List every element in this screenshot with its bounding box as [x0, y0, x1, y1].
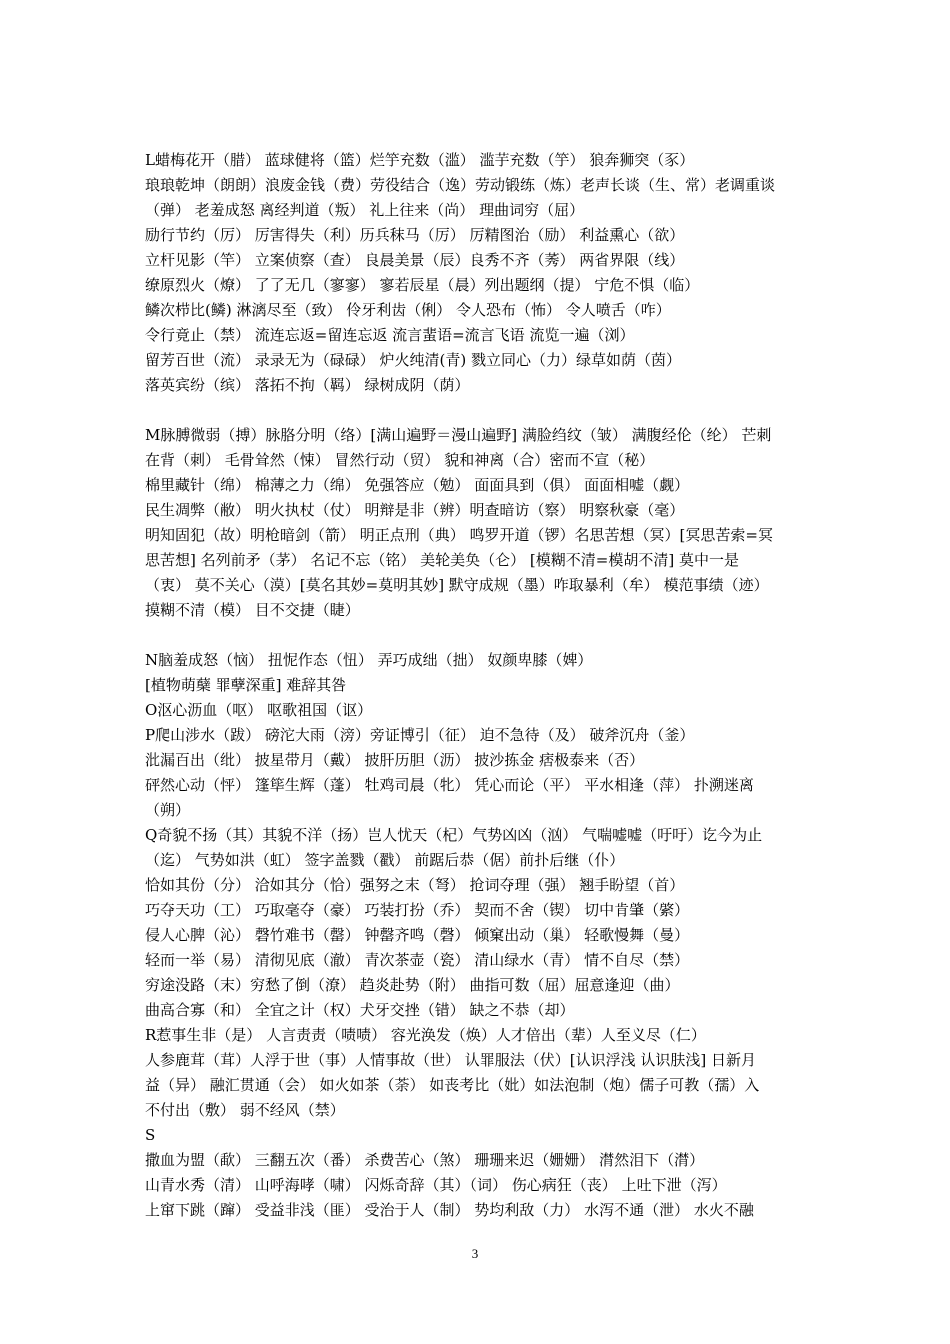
- text-line: 砰然心动（怦） 篷筚生辉（蓬） 牡鸡司晨（牝） 凭心而论（平） 平水相逢（萍） 扑溯迷离: [145, 776, 754, 794]
- text-line: R惹事生非（是） 人言责责（啧啧） 容光涣发（焕）人才倍出（辈）人至义尽（仁）: [145, 1026, 706, 1044]
- text-line: 穷途没路（末）穷愁了倒（潦） 趋炎赴势（附） 曲指可数（屈）屈意逢迎（曲）: [145, 976, 680, 994]
- text-line: 摸糊不清（模） 目不交捷（睫）: [145, 601, 360, 619]
- text-line: 思苦想] 名列前矛（茅） 名记不忘（铭） 美轮美奂（仑） [模糊不清=模胡不清] 莫中一是: [145, 551, 739, 569]
- text-line: 棉里藏针（绵） 棉薄之力（绵） 免强答应（勉） 面面具到（俱） 面面相嘘（觑）: [145, 476, 690, 494]
- text-line: 山青水秀（清） 山呼海哮（啸） 闪烁奇辞（其）（词） 伤心病狂（丧） 上吐下泄（泻）: [145, 1176, 727, 1194]
- text-line: 落英宾纷（缤） 落拓不拘（羁） 绿树成阴（荫）: [145, 376, 470, 394]
- text-line: 明知固犯（故）明枪暗剑（箭） 明正点刑（典） 鸣罗开道（锣）名思苦想（冥）[冥思苦索=冥: [145, 526, 773, 544]
- text-line: （朔）: [145, 801, 191, 819]
- document-body: [145, 148, 813, 1223]
- text-line: 立杆见影（竿） 立案侦察（查） 良晨美景（辰）良秀不齐（莠） 两省界限（线）: [145, 251, 685, 269]
- text-line: S: [145, 1126, 156, 1144]
- text-line: （迄） 气势如洪（虹） 签字盖戮（戳） 前踞后恭（倨）前扑后继（仆）: [145, 851, 625, 869]
- text-line: O沤心沥血（呕） 呕歌祖国（讴）: [145, 701, 373, 719]
- text-line: 恰如其份（分） 洽如其分（恰）强努之末（弩） 抢词夺理（强） 翘手盼望（首）: [145, 876, 685, 894]
- text-line: P爬山涉水（跋） 磅沱大雨（滂）旁证博引（征） 迫不急待（及） 破斧沉舟（釜）: [145, 726, 695, 744]
- text-line: 撒血为盟（歃） 三翻五次（番） 杀费苦心（煞） 珊珊来迟（姗姗） 潸然泪下（潸）: [145, 1151, 705, 1169]
- text-line: M脉膊微弱（搏）脉胳分明（络）[满山遍野＝漫山遍野] 满脸绉纹（皱） 满腹经伦（纶） 芒刺: [145, 426, 772, 444]
- text-line: 巧夺天功（工） 巧取毫夺（豪） 巧装打扮（乔） 契而不舍（锲） 切中肯肇（綮）: [145, 901, 690, 919]
- text-line: 不付出（敷） 弱不经风（禁）: [145, 1101, 345, 1119]
- text-line: 励行节约（厉） 厉害得失（利）历兵秣马（厉） 厉精图治（励） 利益熏心（欲）: [145, 226, 685, 244]
- text-line: 人参鹿茸（茸）人浮于世（事）人情事故（世） 认罪服法（伏）[认识浮浅 认识肤浅] 日新月: [145, 1051, 757, 1069]
- text-line: N脑羞成怒（恼） 扭怩作态（忸） 弄巧成绌（拙） 奴颜卑膝（婢）: [145, 651, 593, 669]
- text-line: 缭原烈火（燎） 了了无几（寥寥） 寥若辰星（晨）列出题纲（提） 宁危不惧（临）: [145, 276, 700, 294]
- text-line: 轻而一举（易） 清彻见底（澈） 青次茶壶（瓷） 清山绿水（青） 情不自尽（禁）: [145, 951, 690, 969]
- text-line: 琅琅乾坤（朗朗）浪废金钱（费）劳役结合（逸）劳动锻练（炼）老声长谈（生、常）老调重谈: [145, 176, 776, 194]
- text-line: L蜡梅花开（腊） 蓝球健将（篮）烂竽充数（滥） 滥芋充数（竽） 狼奔狮突（豕）: [145, 151, 695, 169]
- text-line: 侵人心脾（沁） 磬竹难书（罄） 钟罄齐鸣（磬） 倾窠出动（巢） 轻歌慢舞（曼）: [145, 926, 690, 944]
- blank-line: [145, 398, 813, 423]
- text-line: （弹） 老羞成怒 离经判道（叛） 礼上往来（尚） 理曲词穷（屈）: [145, 201, 585, 219]
- text-line: 鳞次栉比(鳞) 淋漓尽至（致） 伶牙利齿（俐） 令人恐布（怖） 令人喷舌（咋）: [145, 301, 671, 319]
- text-line: 令行竟止（禁） 流连忘返=留连忘返 流言蜚语=流言飞语 流览一遍（浏）: [145, 326, 635, 344]
- text-line: （衷） 莫不关心（漠）[莫名其妙=莫明其妙] 默守成规（墨）咋取暴利（牟） 模范事绩（迹）: [145, 576, 769, 594]
- text-line: [植物萌蘖 罪孽深重] 难辞其咎: [145, 676, 347, 694]
- text-line: Q奇貌不扬（其）其貌不洋（扬）岂人忧天（杞）气势凶凶（汹） 气喘嘘嘘（吁吁）讫今为止: [145, 826, 763, 844]
- text-line: 曲高合寡（和） 全宜之计（权）犬牙交挫（错） 缺之不恭（却）: [145, 1001, 575, 1019]
- text-line: 在背（刺） 毛骨耸然（悚） 冒然行动（贸） 貌和神离（合）密而不宣（秘）: [145, 451, 655, 469]
- text-line: 留芳百世（流） 录录无为（碌碌） 炉火纯清(青) 戮立同心（力）绿草如荫（茵）: [145, 351, 682, 369]
- text-line: 民生凋弊（敝） 明火执杖（仗） 明辩是非（辨）明查暗访（察） 明察秋豪（毫）: [145, 501, 685, 519]
- blank-line: [145, 623, 813, 648]
- text-line: 上窜下跳（蹿） 受益非浅（匪） 受治于人（制） 势均利敌（力） 水泻不通（泄） 水火不融: [145, 1201, 754, 1219]
- text-line: 益（异） 融汇贯通（会） 如火如茶（荼） 如丧考比（妣）如法泡制（炮）儒子可教（孺）入: [145, 1076, 760, 1094]
- text-line: 沘漏百出（纰） 披星带月（戴） 披肝历胆（沥） 披沙拣金 痞极泰来（否）: [145, 751, 645, 769]
- page-number: 3: [471, 1246, 479, 1261]
